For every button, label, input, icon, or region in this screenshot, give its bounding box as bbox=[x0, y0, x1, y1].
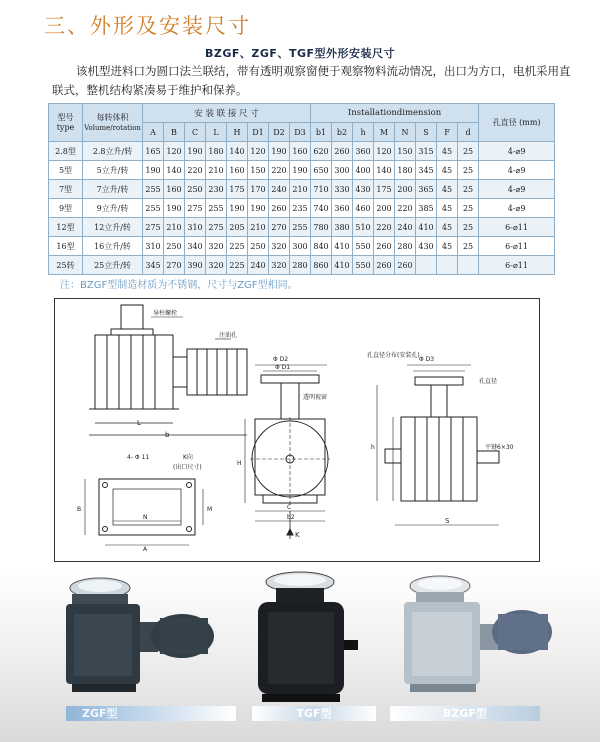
table-subtitle: BZGF、ZGF、TGF型外形安装尺寸 bbox=[205, 47, 395, 60]
model-cell: 9型 bbox=[49, 199, 83, 218]
dim-cell: 175 bbox=[227, 180, 248, 199]
dim-cell: 410 bbox=[332, 237, 353, 256]
dim-cell bbox=[416, 256, 437, 275]
dim-h-label: h bbox=[371, 444, 375, 451]
dim-M-label: M bbox=[207, 506, 213, 513]
dim-cell: 860 bbox=[311, 256, 332, 275]
dim-cell: 315 bbox=[416, 142, 437, 161]
dim-cell: 330 bbox=[332, 180, 353, 199]
col-header: D3 bbox=[290, 123, 311, 142]
dim-cell: 275 bbox=[143, 218, 164, 237]
dim-cell: 840 bbox=[311, 237, 332, 256]
volume-header: 每转体积 Volume/rotation bbox=[83, 104, 143, 142]
key-label: 平键6×30 bbox=[485, 444, 514, 451]
model-cell: 5型 bbox=[49, 161, 83, 180]
dim-cell: 45 bbox=[437, 142, 458, 161]
dim-cell: 275 bbox=[206, 218, 227, 237]
dim-cell: 25 bbox=[458, 161, 479, 180]
dim-cell: 150 bbox=[395, 142, 416, 161]
dim-cell: 250 bbox=[185, 180, 206, 199]
model-cell: 25转 bbox=[49, 256, 83, 275]
dim-cell: 25 bbox=[458, 237, 479, 256]
dim-cell: 25 bbox=[458, 218, 479, 237]
dim-cell: 345 bbox=[143, 256, 164, 275]
dimension-table bbox=[48, 103, 555, 275]
dim-cell: 320 bbox=[206, 237, 227, 256]
table-body bbox=[49, 142, 555, 275]
col-header: B bbox=[164, 123, 185, 142]
volume-cell: 7立升/转 bbox=[83, 180, 143, 199]
dim-cell: 220 bbox=[185, 161, 206, 180]
k-view-label: K向 bbox=[183, 454, 193, 461]
dim-A-label: A bbox=[143, 546, 148, 553]
bolt-label: 4- Φ 11 bbox=[127, 454, 150, 461]
dim-C-label: C bbox=[287, 504, 292, 511]
dim-cell: 260 bbox=[374, 237, 395, 256]
dim-cell: 220 bbox=[374, 218, 395, 237]
dim-cell: 250 bbox=[164, 237, 185, 256]
dim-cell: 160 bbox=[290, 142, 311, 161]
dim-cell: 410 bbox=[332, 256, 353, 275]
dim-cell: 255 bbox=[143, 199, 164, 218]
volume-cell: 9立升/转 bbox=[83, 199, 143, 218]
hole-cell: 6-⌀11 bbox=[479, 237, 555, 256]
dim-cell: 320 bbox=[206, 256, 227, 275]
dim-cell: 390 bbox=[185, 256, 206, 275]
dim-cell: 25 bbox=[458, 142, 479, 161]
bzgf-label: BZGF型 bbox=[390, 706, 540, 721]
dim-K-label: K bbox=[295, 531, 300, 539]
dim-cell: 410 bbox=[416, 218, 437, 237]
dim-cell: 360 bbox=[353, 142, 374, 161]
col-header: b2 bbox=[332, 123, 353, 142]
table-row bbox=[49, 256, 555, 275]
zgf-label: ZGF型 bbox=[66, 706, 236, 721]
col-header: D2 bbox=[269, 123, 290, 142]
dim-cell: 140 bbox=[374, 161, 395, 180]
dim-cell: 550 bbox=[353, 237, 374, 256]
dim-cell: 255 bbox=[290, 218, 311, 237]
model-cell: 16型 bbox=[49, 237, 83, 256]
col-header: D1 bbox=[248, 123, 269, 142]
tgf-label: TGF型 bbox=[252, 706, 376, 721]
dim-cell: 190 bbox=[185, 142, 206, 161]
dim-cell: 345 bbox=[416, 161, 437, 180]
dim-cell bbox=[458, 256, 479, 275]
table-row bbox=[49, 142, 555, 161]
dim-cell: 780 bbox=[311, 218, 332, 237]
col-header: C bbox=[185, 123, 206, 142]
col-header: N bbox=[395, 123, 416, 142]
dim-cell: 160 bbox=[164, 180, 185, 199]
table-header-row-1 bbox=[49, 104, 555, 123]
volume-cell: 2.8立升/转 bbox=[83, 142, 143, 161]
dim-cell: 360 bbox=[332, 199, 353, 218]
window-label: 透明视窗 bbox=[303, 394, 328, 401]
col-header: d bbox=[458, 123, 479, 142]
dim-cell: 225 bbox=[227, 237, 248, 256]
dim-cell: 235 bbox=[290, 199, 311, 218]
col-header: F bbox=[437, 123, 458, 142]
front-view bbox=[245, 365, 330, 539]
table-row bbox=[49, 218, 555, 237]
hole-cell: 6-⌀11 bbox=[479, 218, 555, 237]
dim-cell: 210 bbox=[206, 161, 227, 180]
dim-cell: 620 bbox=[311, 142, 332, 161]
dim-cell: 650 bbox=[311, 161, 332, 180]
dim-B-label: B bbox=[77, 506, 82, 513]
dim-cell: 190 bbox=[248, 199, 269, 218]
side-view bbox=[89, 305, 247, 435]
dim-cell: 25 bbox=[458, 180, 479, 199]
dim-cell: 45 bbox=[437, 199, 458, 218]
dim-cell: 260 bbox=[374, 256, 395, 275]
install-header: 安 装 联 接 尺 寸 bbox=[143, 104, 311, 123]
col-header: S bbox=[416, 123, 437, 142]
model-cell: 7型 bbox=[49, 180, 83, 199]
section-title: 三、外形及安装尺寸 bbox=[44, 14, 251, 38]
dim-cell: 160 bbox=[227, 161, 248, 180]
dim-H-label: H bbox=[237, 460, 242, 467]
dim-cell: 210 bbox=[290, 180, 311, 199]
col-header: H bbox=[227, 123, 248, 142]
dim-cell: 320 bbox=[269, 256, 290, 275]
dim-cell: 225 bbox=[227, 256, 248, 275]
dim-cell: 200 bbox=[395, 180, 416, 199]
dim-cell: 120 bbox=[164, 142, 185, 161]
dim-cell: 280 bbox=[290, 256, 311, 275]
col-header: A bbox=[143, 123, 164, 142]
dim-cell: 180 bbox=[206, 142, 227, 161]
technical-drawing bbox=[54, 298, 540, 562]
dim-cell: 190 bbox=[269, 142, 290, 161]
col-header: b1 bbox=[311, 123, 332, 142]
hole-dia-label: 孔直径 bbox=[479, 378, 498, 385]
dim-cell: 240 bbox=[269, 180, 290, 199]
dim-b2-label: b2 bbox=[287, 514, 295, 521]
dim-cell: 140 bbox=[227, 142, 248, 161]
dim-cell: 280 bbox=[395, 237, 416, 256]
dim-cell: 45 bbox=[437, 218, 458, 237]
dim-cell: 310 bbox=[185, 218, 206, 237]
drawing-svg bbox=[55, 299, 539, 561]
dim-cell: 270 bbox=[269, 218, 290, 237]
dim-b-label: b bbox=[165, 431, 170, 439]
oil-hole-label: 注油孔 bbox=[219, 332, 238, 339]
dim-cell: 460 bbox=[353, 199, 374, 218]
dim-D2-label: Φ D2 bbox=[273, 356, 289, 363]
dim-cell: 550 bbox=[353, 256, 374, 275]
outlet-label: (出口尺寸) bbox=[173, 464, 202, 471]
dim-N-label: N bbox=[143, 514, 148, 521]
dim-cell: 260 bbox=[269, 199, 290, 218]
dim-cell: 740 bbox=[311, 199, 332, 218]
dim-cell: 260 bbox=[332, 142, 353, 161]
dim-cell: 190 bbox=[143, 161, 164, 180]
dim-cell: 300 bbox=[290, 237, 311, 256]
material-note: 注：BZGF型制造材质为不锈钢，尺寸与ZGF型相同。 bbox=[60, 280, 298, 291]
dim-cell: 250 bbox=[248, 237, 269, 256]
dim-cell: 275 bbox=[185, 199, 206, 218]
table-row bbox=[49, 237, 555, 256]
dim-cell: 190 bbox=[227, 199, 248, 218]
right-view bbox=[377, 365, 499, 525]
dim-cell: 320 bbox=[269, 237, 290, 256]
hole-cell: 6-⌀11 bbox=[479, 256, 555, 275]
dim-cell: 45 bbox=[437, 180, 458, 199]
volume-cell: 25立升/转 bbox=[83, 256, 143, 275]
zgf-product-image bbox=[66, 578, 214, 692]
dim-cell: 210 bbox=[248, 218, 269, 237]
dim-D3-label: Φ D3 bbox=[419, 356, 435, 363]
col-header: h bbox=[353, 123, 374, 142]
dim-cell: 210 bbox=[164, 218, 185, 237]
dim-cell: 430 bbox=[353, 180, 374, 199]
hole-cell: 4-⌀9 bbox=[479, 142, 555, 161]
intro-paragraph: 该机型进料口为圆口法兰联结，带有透明观察窗便于观察物料流动情况，出口为方口，电机采用直联式，整机结构紧凑易于维护和保养。 bbox=[52, 64, 571, 97]
dim-cell: 170 bbox=[248, 180, 269, 199]
dim-cell: 300 bbox=[332, 161, 353, 180]
dim-cell: 230 bbox=[206, 180, 227, 199]
dim-cell: 380 bbox=[332, 218, 353, 237]
dim-cell: 205 bbox=[227, 218, 248, 237]
hole-layout-label: 孔直径分布(安装孔) bbox=[367, 352, 420, 359]
dim-cell: 240 bbox=[248, 256, 269, 275]
dim-cell: 190 bbox=[290, 161, 311, 180]
table-row bbox=[49, 199, 555, 218]
guide-bolt-label: 导柱螺栓 bbox=[153, 310, 178, 317]
dim-cell: 430 bbox=[416, 237, 437, 256]
dim-cell: 255 bbox=[143, 180, 164, 199]
table-row bbox=[49, 161, 555, 180]
volume-cell: 12立升/转 bbox=[83, 218, 143, 237]
hole-cell: 4-⌀9 bbox=[479, 199, 555, 218]
dim-cell: 255 bbox=[206, 199, 227, 218]
dim-cell: 120 bbox=[248, 142, 269, 161]
dim-cell: 45 bbox=[437, 237, 458, 256]
hole-header: 孔直径 (mm) bbox=[479, 104, 555, 142]
dim-cell: 190 bbox=[164, 199, 185, 218]
dim-cell: 270 bbox=[164, 256, 185, 275]
dim-cell: 175 bbox=[374, 180, 395, 199]
dim-cell: 180 bbox=[395, 161, 416, 180]
dim-L-label: L bbox=[137, 419, 141, 427]
dim-S-label: S bbox=[445, 517, 450, 525]
dim-cell: 220 bbox=[269, 161, 290, 180]
dim-cell: 200 bbox=[374, 199, 395, 218]
dim-cell: 385 bbox=[416, 199, 437, 218]
dim-cell bbox=[437, 256, 458, 275]
dim-cell: 240 bbox=[395, 218, 416, 237]
volume-cell: 5立升/转 bbox=[83, 161, 143, 180]
dim-cell: 220 bbox=[395, 199, 416, 218]
dim-D1-label: Φ D1 bbox=[275, 364, 291, 371]
model-cell: 2.8型 bbox=[49, 142, 83, 161]
model-header: 型号 type bbox=[49, 104, 83, 142]
dim-cell: 400 bbox=[353, 161, 374, 180]
col-header: L bbox=[206, 123, 227, 142]
hole-cell: 4-⌀9 bbox=[479, 161, 555, 180]
dim-cell: 45 bbox=[437, 161, 458, 180]
table-row bbox=[49, 180, 555, 199]
dim-cell: 25 bbox=[458, 199, 479, 218]
install-header-en: Installationdimension bbox=[311, 104, 479, 123]
hole-cell: 4-⌀9 bbox=[479, 180, 555, 199]
dim-cell: 120 bbox=[374, 142, 395, 161]
dim-cell: 365 bbox=[416, 180, 437, 199]
dim-cell: 140 bbox=[164, 161, 185, 180]
dim-cell: 260 bbox=[395, 256, 416, 275]
tgf-product-image bbox=[258, 572, 358, 702]
dim-cell: 710 bbox=[311, 180, 332, 199]
volume-cell: 16立升/转 bbox=[83, 237, 143, 256]
dim-cell: 150 bbox=[248, 161, 269, 180]
dim-cell: 510 bbox=[353, 218, 374, 237]
bzgf-product-image bbox=[404, 576, 552, 692]
dim-cell: 165 bbox=[143, 142, 164, 161]
outlet-view bbox=[85, 479, 203, 545]
model-cell: 12型 bbox=[49, 218, 83, 237]
dim-cell: 340 bbox=[185, 237, 206, 256]
col-header: M bbox=[374, 123, 395, 142]
dim-cell: 310 bbox=[143, 237, 164, 256]
